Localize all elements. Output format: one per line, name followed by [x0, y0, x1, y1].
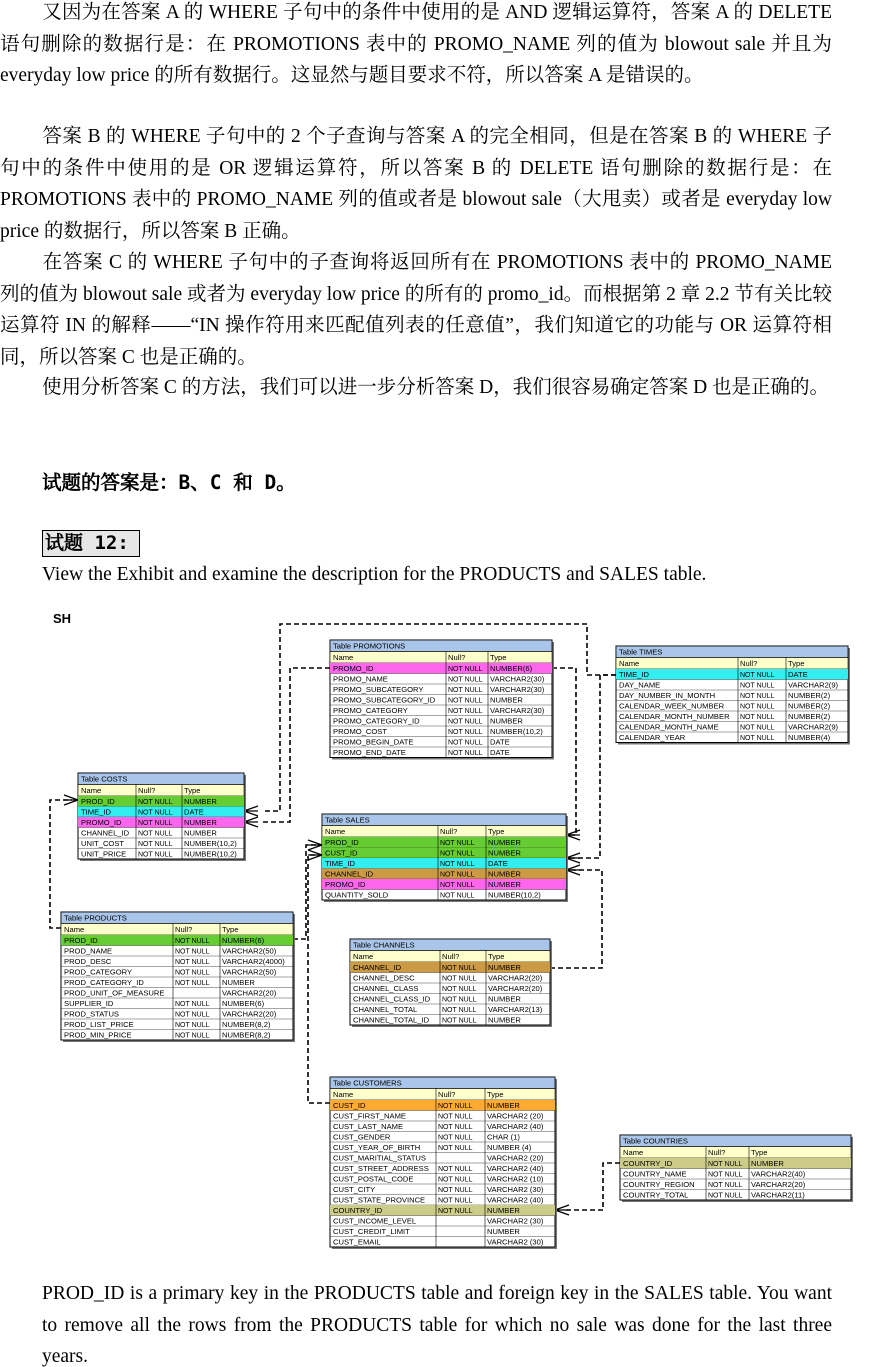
column-name: COUNTRY_ID: [333, 1206, 383, 1215]
column-type: NUMBER: [184, 818, 217, 827]
schema-label: SH: [53, 611, 72, 626]
column-name: CHANNEL_CLASS_ID: [353, 994, 431, 1004]
column-name: CUST_CITY: [333, 1185, 376, 1194]
column-header-type: Type: [488, 827, 505, 837]
column-nullability: NOT NULL: [740, 682, 775, 690]
column-nullability: NOT NULL: [740, 693, 775, 700]
table-row: [616, 669, 848, 680]
column-nullability: NOT NULL: [448, 739, 483, 747]
column-name: DAY_NAME: [619, 680, 661, 690]
column-nullability: NOT NULL: [138, 809, 173, 817]
column-name: QUANTITY_SOLD: [325, 890, 389, 900]
column-header-null: Null?: [740, 659, 758, 669]
table-row: [330, 1100, 555, 1111]
column-name: PROD_MIN_PRICE: [64, 1030, 132, 1040]
table-row: [61, 968, 293, 978]
column-type: NUMBER(6): [222, 936, 265, 945]
column-name: PROMO_CATEGORY_ID: [333, 716, 420, 726]
column-name: CUST_FIRST_NAME: [333, 1111, 406, 1121]
column-nullability: NOT NULL: [708, 1161, 743, 1168]
column-type: NUMBER: [488, 869, 521, 879]
column-header-name: Name: [353, 952, 374, 962]
column-header-null: Null?: [175, 925, 193, 935]
table-row: [330, 1112, 555, 1122]
column-name: CUST_INCOME_LEVEL: [333, 1216, 417, 1226]
table-row: [78, 796, 244, 807]
table-title: Table CUSTOMERS: [333, 1078, 402, 1088]
column-type: VARCHAR2 (40): [487, 1122, 544, 1131]
table-sales: [322, 814, 568, 902]
column-type: NUMBER(4): [788, 733, 831, 742]
column-nullability: NOT NULL: [448, 676, 483, 684]
table-row: [78, 807, 244, 818]
column-type: VARCHAR2(30): [490, 674, 545, 684]
column-name: CUST_STREET_ADDRESS: [333, 1164, 429, 1173]
column-type: VARCHAR2(30): [490, 685, 545, 694]
rel-promotions-sales: [552, 668, 576, 835]
key-highlight: [616, 669, 848, 680]
column-header-null: Null?: [448, 653, 466, 663]
crow-foot-customers-country: [555, 1205, 569, 1215]
column-header-name: Name: [623, 1148, 644, 1158]
column-nullability: NOT NULL: [438, 1103, 473, 1110]
table-title: Table SALES: [325, 815, 370, 825]
column-name: CUST_STATE_PROVINCE: [333, 1195, 426, 1205]
column-name: PROD_LIST_PRICE: [64, 1020, 134, 1029]
column-type: NUMBER: [490, 695, 523, 705]
column-name: CALENDAR_MONTH_NAME: [619, 722, 719, 732]
column-name: CUST_CREDIT_LIMIT: [333, 1227, 410, 1236]
crow-foot-sales-right-chan: [566, 853, 580, 863]
column-type: NUMBER: [488, 838, 521, 847]
column-name: UNIT_PRICE: [81, 849, 127, 859]
column-name: COUNTRY_TOTAL: [623, 1190, 689, 1200]
column-name: COUNTRY_ID: [623, 1159, 673, 1168]
table-row: [61, 935, 293, 946]
table-row: [78, 817, 244, 828]
column-name: PROMO_COST: [333, 727, 388, 736]
column-type: NUMBER(8,2): [222, 1030, 271, 1040]
table-times: [616, 646, 850, 745]
column-name: PROD_NAME: [64, 946, 113, 956]
column-type: NUMBER(10,2): [184, 849, 237, 859]
column-nullability: NOT NULL: [440, 850, 475, 858]
column-type: NUMBER: [184, 797, 217, 806]
column-type: NUMBER: [488, 880, 521, 889]
column-name: PROMO_CATEGORY: [333, 706, 408, 715]
column-type: NUMBER(8,2): [222, 1020, 271, 1029]
table-row: [78, 839, 244, 849]
column-name: CUST_GENDER: [333, 1132, 391, 1142]
table-title: Table CHANNELS: [353, 940, 415, 950]
crow-foot-costs-promo: [244, 817, 258, 827]
column-header-bar: [616, 658, 848, 670]
table-products: [61, 912, 295, 1042]
column-type: VARCHAR2(50): [222, 967, 277, 977]
column-type: VARCHAR2(9): [788, 680, 839, 690]
column-name: PROD_UNIT_OF_MEASURE: [64, 988, 165, 998]
column-header-type: Type: [488, 952, 505, 962]
column-type: DATE: [184, 807, 204, 817]
column-type: VARCHAR2(50): [222, 946, 277, 956]
column-nullability: NOT NULL: [740, 724, 775, 732]
column-type: CHAR (1): [487, 1132, 520, 1142]
column-name: CUST_MARITIAL_STATUS: [333, 1153, 426, 1163]
paragraph-answer-a-text: 又因为在答案 A 的 WHERE 子句中的条件中使用的是 AND 逻辑运算符，答案 A 的 DELETE 语句删除的数据行是：在 PROMOTIONS 表中的 PROMO_NAME 列的值为 blowout sale 并且为 everyday low price 的所有数据行。这显然与题目要求不符，所以答案 A 是错误的。: [0, 2, 832, 86]
question-intro: View the Exhibit and examine the description for the PRODUCTS and SALES table.: [42, 564, 707, 585]
table-row: [330, 1196, 555, 1206]
column-name: COUNTRY_NAME: [623, 1169, 687, 1179]
crow-foot-sales-left-cust: [308, 850, 322, 860]
column-header-bar: [620, 1147, 851, 1159]
column-nullability: NOT NULL: [442, 975, 477, 983]
crow-foot-sales-right-time: [566, 830, 580, 840]
column-nullability: NOT NULL: [442, 996, 477, 1004]
column-name: PROMO_ID: [81, 818, 122, 827]
table-row: [330, 1175, 555, 1185]
crow-foot-costs-left: [64, 795, 78, 805]
column-name: TIME_ID: [619, 670, 649, 679]
rel-times-sales: [566, 675, 616, 858]
column-nullability: NOT NULL: [440, 882, 475, 889]
column-nullability: NOT NULL: [438, 1187, 473, 1194]
column-name: PROD_ID: [325, 838, 359, 847]
column-type: NUMBER: [487, 1206, 520, 1215]
column-name: CHANNEL_ID: [353, 963, 402, 972]
column-header-type: Type: [487, 1090, 504, 1100]
column-name: CUST_ID: [325, 848, 358, 858]
column-type: VARCHAR2(20): [751, 1180, 806, 1189]
table-row: [330, 1185, 555, 1195]
column-nullability: NOT NULL: [442, 965, 477, 972]
table-title: Table TIMES: [619, 647, 663, 657]
column-type: VARCHAR2(9): [788, 722, 839, 732]
column-header-type: Type: [490, 653, 507, 663]
column-type: NUMBER(2): [788, 712, 831, 721]
column-nullability: NOT NULL: [175, 1032, 210, 1040]
table-row: [330, 1205, 555, 1216]
column-type: NUMBER: [488, 994, 521, 1004]
column-nullability: NOT NULL: [440, 840, 475, 847]
column-nullability: NOT NULL: [448, 697, 483, 705]
paragraph-answer-d-text: 使用分析答案 C 的方法，我们可以进一步分析答案 D，我们很容易确定答案 D 也是正确的。: [42, 377, 830, 398]
column-nullability: NOT NULL: [438, 1197, 473, 1205]
column-name: PROMO_BEGIN_DATE: [333, 737, 414, 747]
paragraph-answer-d: [0, 372, 832, 404]
column-type: VARCHAR2(40): [751, 1169, 806, 1179]
rel-countries-customers: [566, 1163, 620, 1210]
column-type: VARCHAR2 (30): [487, 1216, 544, 1226]
table-customers: [330, 1077, 557, 1249]
column-header-name: Name: [619, 659, 640, 669]
column-name: PROD_CATEGORY_ID: [64, 978, 144, 987]
column-nullability: NOT NULL: [740, 672, 775, 679]
rel-products-sales: [293, 845, 316, 939]
column-header-type: Type: [222, 925, 239, 935]
column-nullability: NOT NULL: [440, 871, 475, 879]
column-nullability: NOT NULL: [448, 729, 483, 736]
column-type: VARCHAR2 (20): [487, 1153, 544, 1163]
column-header-null: Null?: [442, 952, 460, 962]
column-header-null: Null?: [708, 1148, 726, 1158]
column-nullability: NOT NULL: [138, 851, 173, 859]
column-nullability: NOT NULL: [175, 959, 210, 966]
column-header-null: Null?: [138, 786, 156, 796]
table-promotions: [330, 640, 554, 760]
column-nullability: NOT NULL: [740, 735, 775, 742]
column-type: NUMBER(2): [788, 691, 831, 700]
column-name: PROMO_NAME: [333, 674, 388, 684]
table-row: [322, 837, 566, 848]
column-header-name: Name: [64, 925, 85, 935]
column-nullability: NOT NULL: [448, 708, 483, 715]
table-row: [330, 1143, 555, 1153]
column-header-name: Name: [81, 786, 102, 796]
column-name: PROD_DESC: [64, 957, 112, 966]
crow-foot-sales-right-promo: [566, 865, 580, 875]
column-nullability: NOT NULL: [438, 1166, 473, 1173]
column-type: NUMBER: [487, 1227, 520, 1236]
column-nullability: NOT NULL: [448, 750, 483, 757]
column-header-type: Type: [751, 1148, 768, 1158]
column-nullability: NOT NULL: [175, 980, 210, 987]
table-title: Table COUNTRIES: [623, 1136, 688, 1146]
column-type: NUMBER: [487, 1101, 520, 1110]
column-nullability: NOT NULL: [448, 687, 483, 694]
column-name: CUST_YEAR_OF_BIRTH: [333, 1143, 421, 1152]
column-name: PROD_ID: [64, 936, 98, 945]
column-type: VARCHAR2(11): [751, 1190, 805, 1200]
column-type: NUMBER: [488, 1015, 521, 1025]
question-label: 试题 12:: [42, 530, 140, 557]
column-type: VARCHAR2 (20): [487, 1111, 544, 1121]
table-row: [620, 1158, 851, 1169]
column-type: NUMBER: [490, 716, 523, 726]
column-type: VARCHAR2 (10): [487, 1174, 544, 1184]
column-type: NUMBER: [222, 978, 255, 987]
column-type: DATE: [488, 859, 508, 868]
column-nullability: NOT NULL: [440, 892, 475, 900]
table-row: [350, 1005, 550, 1015]
column-type: VARCHAR2 (30): [487, 1185, 544, 1194]
column-type: VARCHAR2(20): [488, 973, 543, 983]
column-type: NUMBER(2): [788, 701, 831, 711]
column-name: CHANNEL_DESC: [353, 973, 415, 983]
column-header-name: Name: [325, 827, 346, 837]
table-row: [322, 879, 566, 890]
paragraph-answer-b: [0, 121, 832, 247]
column-nullability: NOT NULL: [708, 1192, 743, 1200]
table-row: [322, 858, 566, 869]
paragraph-answer-b-text: 答案 B 的 WHERE 子句中的 2 个子查询与答案 A 的完全相同，但是在答案 B 的 WHERE 子句中的条件中使用的是 OR 逻辑运算符，所以答案 B 的 DELETE 语句删除的数据行是：在 PROMOTIONS 表中的 PROMO_NAME 列的值或者是 blowout sale（大甩卖）或者是 everyday low price 的数据行，所以答案 B 正确。: [0, 126, 832, 242]
table-title: Table PROMOTIONS: [333, 641, 406, 651]
column-type: DATE: [490, 748, 510, 757]
column-nullability: NOT NULL: [438, 1124, 473, 1131]
column-header-name: Name: [333, 653, 354, 663]
column-name: TIME_ID: [81, 807, 111, 817]
table-row: [322, 891, 566, 901]
table-row: [61, 957, 293, 967]
rel-products-costs: [50, 800, 72, 928]
column-type: VARCHAR2(20): [488, 984, 543, 993]
column-name: CUST_EMAIL: [333, 1237, 381, 1247]
column-name: PROMO_SUBCATEGORY: [333, 685, 424, 694]
table-costs: [78, 773, 246, 861]
column-type: NUMBER(10,2): [184, 839, 237, 848]
column-header-type: Type: [788, 659, 805, 669]
paragraph-answer-c-text: 在答案 C 的 WHERE 子句中的子查询将返回所有在 PROMOTIONS 表中的 PROMO_NAME 列的值为 blowout sale 或者为 everyday low price 的所有的 promo_id。而根据第 2 章 2.2 节有关比较运算符 IN 的解释——“IN 操作符用来匹配值列表的任意值”，我们知道它的功能与 OR 运算符相同，所以答案 C 也是正确的。: [0, 252, 832, 368]
column-name: COUNTRY_REGION: [623, 1180, 695, 1189]
crow-foot-sales-left-prod: [308, 840, 322, 850]
column-header-type: Type: [184, 786, 201, 796]
column-nullability: NOT NULL: [138, 841, 173, 848]
column-type: NUMBER(10,2): [490, 727, 543, 736]
column-nullability: NOT NULL: [708, 1182, 743, 1189]
column-name: PROMO_ID: [333, 664, 374, 673]
column-nullability: NOT NULL: [438, 1176, 473, 1184]
column-type: NUMBER (4): [487, 1143, 532, 1152]
table-row: [330, 663, 552, 674]
column-header-null: Null?: [440, 827, 458, 837]
column-nullability: NOT NULL: [442, 986, 477, 993]
rel-promotions-costs: [262, 668, 330, 822]
column-name: DAY_NUMBER_IN_MONTH: [619, 691, 716, 700]
column-type: VARCHAR2 (30): [487, 1237, 544, 1247]
column-type: NUMBER: [184, 828, 217, 838]
column-name: PROMO_ID: [325, 880, 366, 889]
column-nullability: NOT NULL: [438, 1113, 473, 1121]
table-title: Table COSTS: [81, 774, 128, 784]
column-nullability: NOT NULL: [708, 1171, 743, 1179]
column-name: TIME_ID: [325, 859, 355, 868]
column-type: DATE: [490, 737, 510, 747]
tables: [61, 640, 853, 1249]
paragraph-answer-c: [0, 247, 832, 373]
column-nullability: NOT NULL: [438, 1134, 473, 1142]
column-name: CHANNEL_CLASS: [353, 984, 419, 993]
table-row: [61, 1020, 293, 1030]
column-name: PROD_CATEGORY: [64, 967, 133, 977]
table-row: [322, 869, 566, 880]
column-name: CALENDAR_WEEK_NUMBER: [619, 701, 725, 711]
column-name: CALENDAR_MONTH_NUMBER: [619, 712, 730, 721]
table-row: [61, 999, 293, 1009]
column-header-bar: [330, 652, 552, 664]
table-row: [350, 984, 550, 994]
answer-summary: 试题的答案是：B、C 和 D。: [42, 471, 296, 494]
column-name: CHANNEL_ID: [325, 869, 374, 879]
table-row: [350, 995, 550, 1005]
column-type: NUMBER: [751, 1159, 784, 1168]
schema-diagram: [0, 600, 873, 1260]
column-nullability: NOT NULL: [442, 1007, 477, 1014]
column-header-bar: [78, 785, 244, 797]
column-name: CHANNEL_ID: [81, 828, 130, 838]
column-nullability: NOT NULL: [448, 718, 483, 726]
column-name: UNIT_COST: [81, 839, 125, 848]
table-row: [61, 947, 293, 957]
column-header-null: Null?: [438, 1090, 456, 1100]
column-name: PROD_STATUS: [64, 1009, 119, 1019]
column-nullability: NOT NULL: [175, 1022, 210, 1029]
column-type: VARCHAR2 (40): [487, 1164, 544, 1173]
column-header-name: Name: [333, 1090, 354, 1100]
table-title: Table PRODUCTS: [64, 913, 127, 923]
table-row: [330, 1164, 555, 1174]
column-type: NUMBER(6): [222, 999, 265, 1008]
column-type: NUMBER: [488, 963, 521, 972]
table-row: [350, 974, 550, 984]
column-name: CHANNEL_TOTAL: [353, 1005, 418, 1014]
table-row: [350, 1016, 550, 1026]
table-row: [61, 1010, 293, 1020]
column-type: NUMBER(6): [490, 664, 533, 673]
column-name: CALENDAR_YEAR: [619, 733, 686, 742]
column-nullability: NOT NULL: [175, 948, 210, 956]
column-type: VARCHAR2(30): [490, 706, 545, 715]
column-type: VARCHAR2(13): [488, 1005, 543, 1014]
column-type: VARCHAR2(4000): [222, 957, 285, 966]
column-nullability: NOT NULL: [438, 1145, 473, 1152]
column-nullability: NOT NULL: [138, 820, 173, 827]
table-row: [330, 1122, 555, 1132]
table-row: [78, 850, 244, 860]
column-name: CUST_LAST_NAME: [333, 1122, 404, 1131]
column-name: CHANNEL_TOTAL_ID: [353, 1015, 430, 1025]
question-body: PROD_ID is a primary key in the PRODUCTS table and foreign key in the SALES table. You want to remove all the rows from the PRODUCTS table for which no sale was done for the last three years.: [42, 1283, 832, 1367]
column-nullability: NOT NULL: [440, 861, 475, 868]
column-nullability: NOT NULL: [138, 830, 173, 838]
column-type: VARCHAR2 (40): [487, 1195, 544, 1205]
table-row: [61, 1031, 293, 1041]
table-row: [322, 848, 566, 859]
column-nullability: NOT NULL: [740, 703, 775, 711]
column-nullability: NOT NULL: [438, 1208, 473, 1215]
column-name: PROD_ID: [81, 797, 115, 806]
column-type: VARCHAR2(20): [222, 988, 277, 998]
crow-foot-costs-prod: [244, 806, 258, 816]
column-name: PROMO_SUBCATEGORY_ID: [333, 695, 436, 705]
column-name: PROMO_END_DATE: [333, 748, 406, 757]
column-type: NUMBER: [488, 848, 521, 858]
column-nullability: NOT NULL: [442, 1017, 477, 1025]
column-nullability: NOT NULL: [138, 799, 173, 806]
column-name: CUST_POSTAL_CODE: [333, 1174, 414, 1184]
column-nullability: NOT NULL: [740, 714, 775, 721]
table-channels: [350, 939, 552, 1027]
column-name: CUST_ID: [333, 1101, 366, 1110]
table-row: [350, 962, 550, 973]
paragraph-answer-a: [0, 0, 832, 92]
column-type: NUMBER(10,2): [488, 890, 541, 900]
column-name: SUPPLIER_ID: [64, 999, 114, 1008]
column-type: DATE: [788, 670, 808, 679]
column-nullability: NOT NULL: [175, 1011, 210, 1019]
column-nullability: NOT NULL: [175, 938, 210, 945]
column-nullability: NOT NULL: [175, 969, 210, 977]
column-nullability: NOT NULL: [175, 1001, 210, 1008]
table-countries: [620, 1135, 853, 1202]
column-type: VARCHAR2(20): [222, 1009, 277, 1019]
column-nullability: NOT NULL: [448, 666, 483, 673]
